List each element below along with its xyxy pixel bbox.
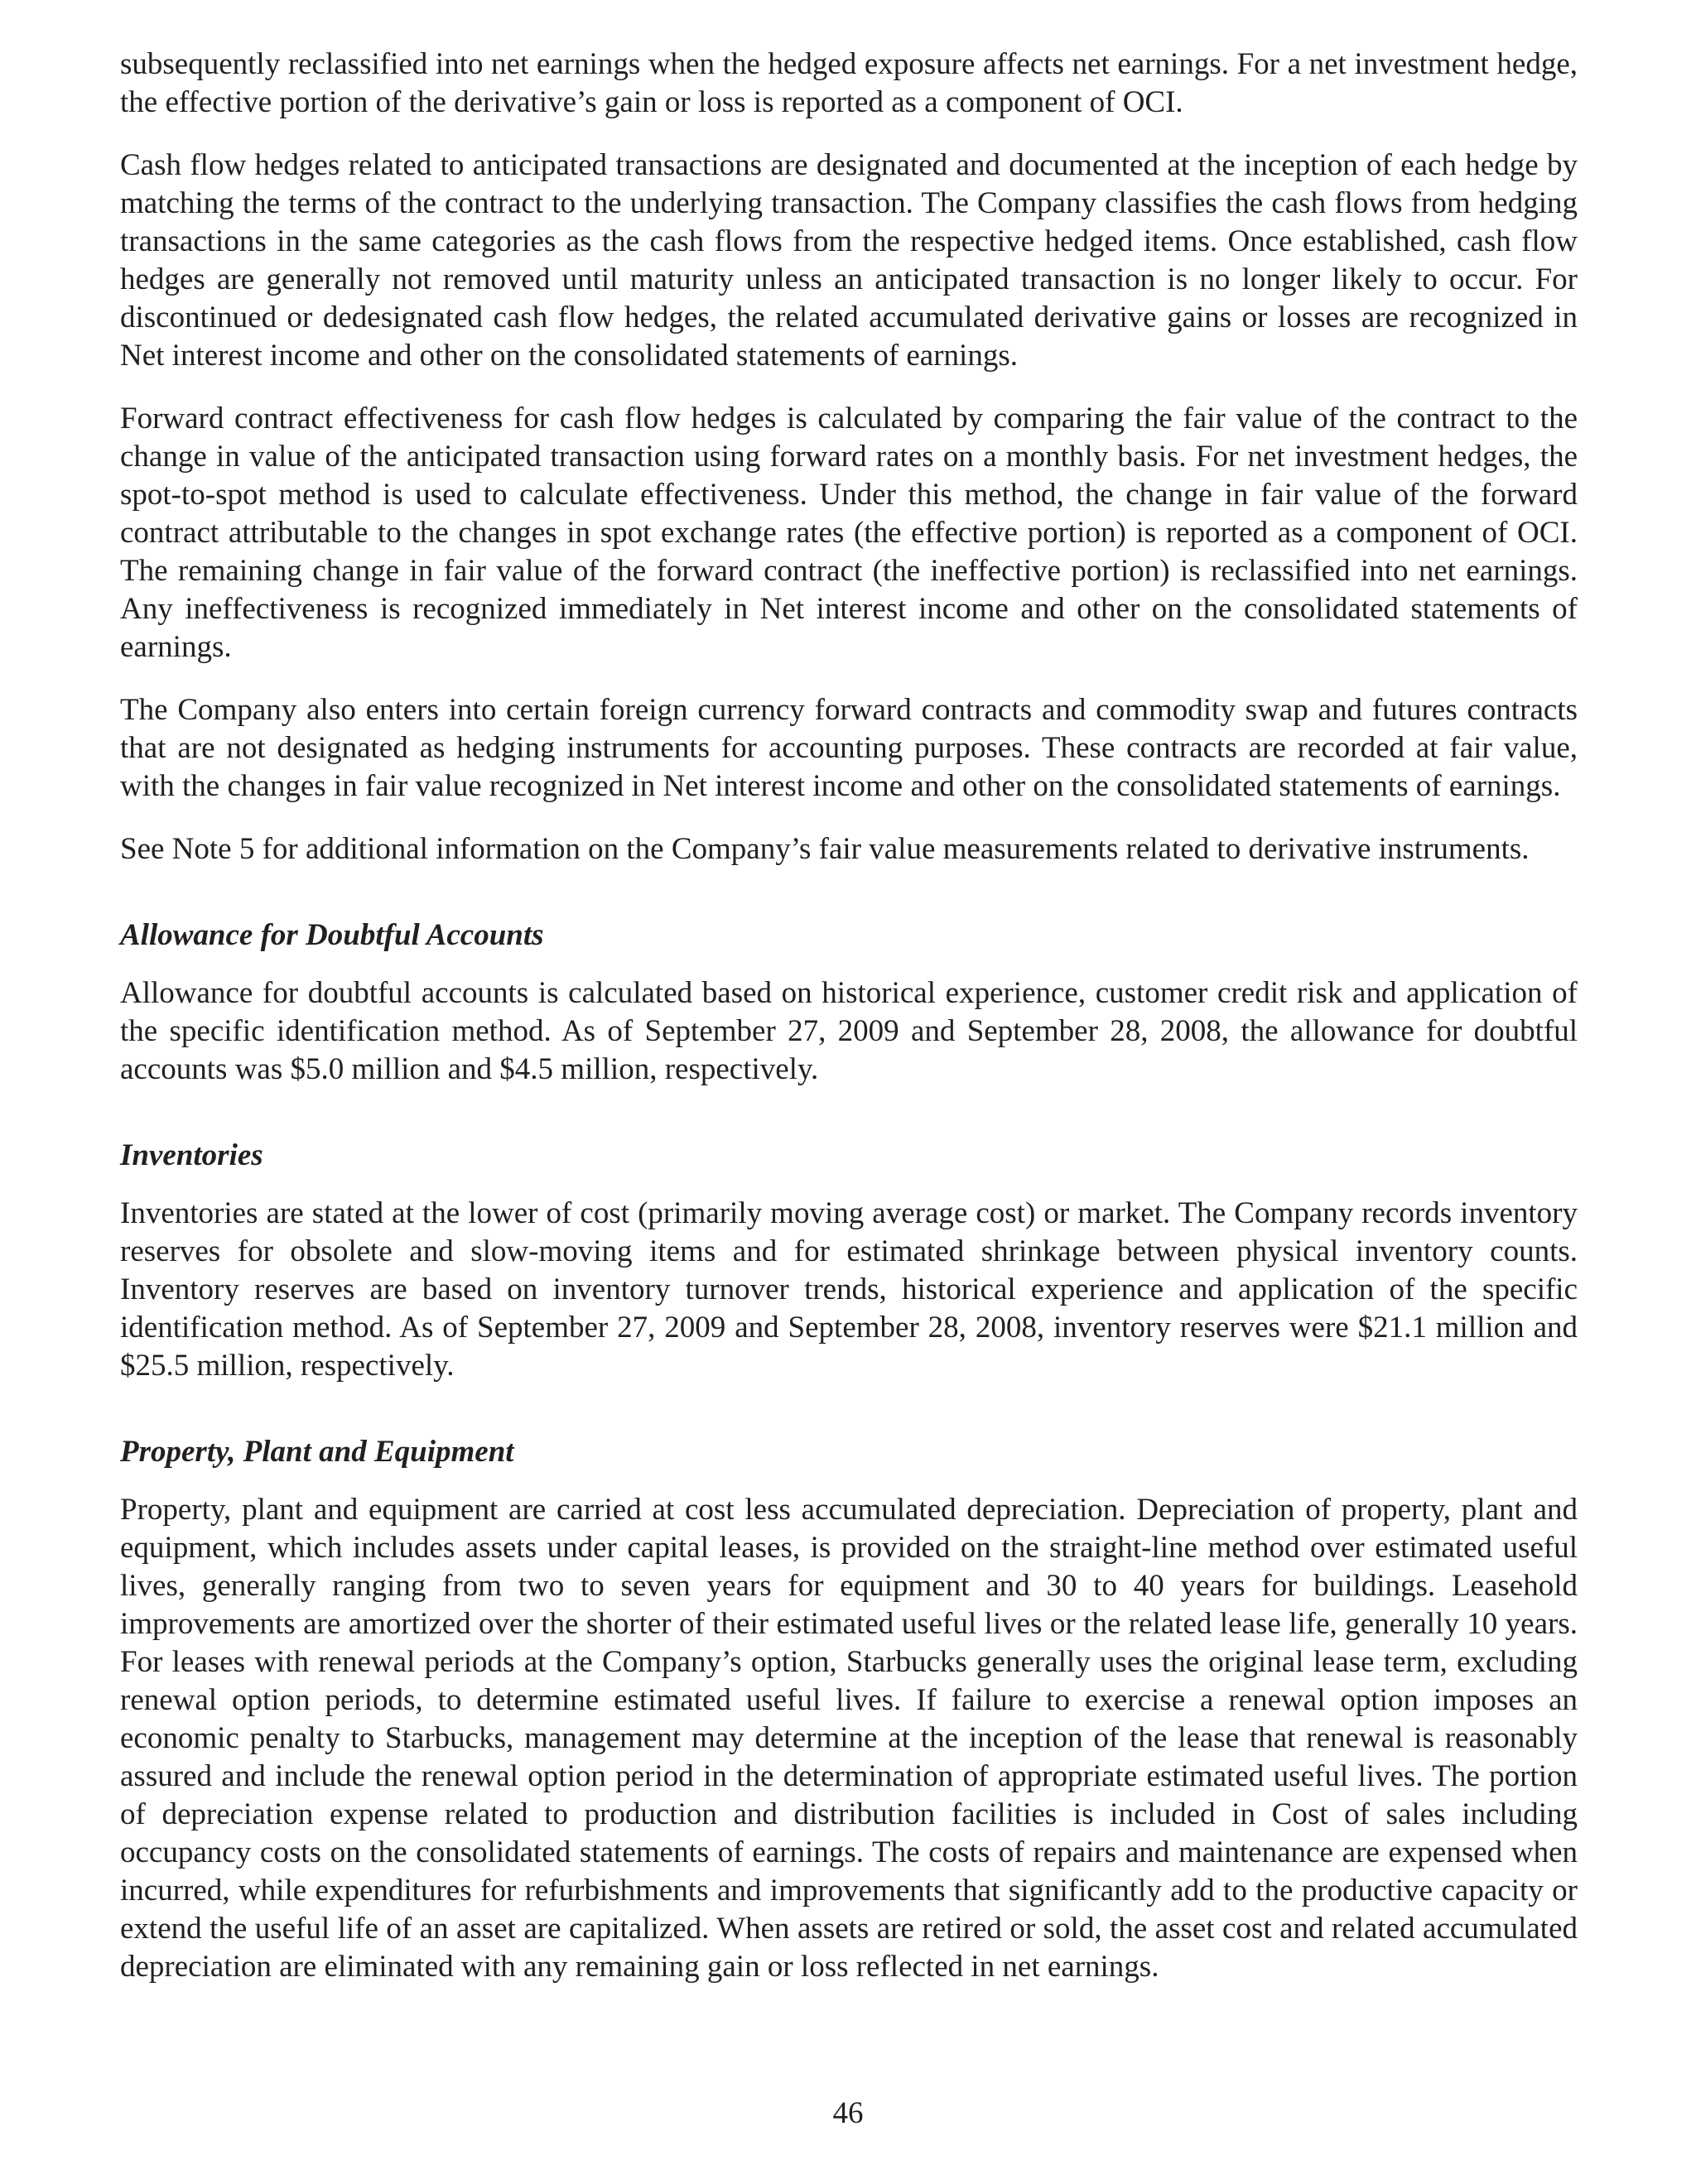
paragraph-allowance-doubtful-accounts: Allowance for doubtful accounts is calculated based on historical experience, customer credit risk and application of the specific identification method. As of September 27, 2009 and September 28, 2008, the allowance for doubtful accounts was $5.0 million and $4.5 million, respectively. bbox=[120, 976, 1578, 1086]
paragraph-inventories: Inventories are stated at the lower of cost (primarily moving average cost) or market. The Company records inventory reserves for obsolete and slow-moving items and for estimated shrinkage between physical inventory counts. Inventory reserves are based on inventory turnover trends, historical experience and application of the specific identification method. As of September 27, 2009 and September 28, 2008, inventory reserves were $21.1 million and $25.5 million, respectively. bbox=[120, 1196, 1578, 1383]
heading-inventories: Inventories bbox=[120, 1138, 263, 1172]
document-page bbox=[120, 46, 1578, 2011]
paragraph-non-designated-contracts: The Company also enters into certain foreign currency forward contracts and commodity swap and futures contracts that are not designated as hedging instruments for accounting purposes. These contracts are recorded at fair value, with the changes in fair value recognized in Net interest income and other on the consolidated statements of earnings. bbox=[120, 693, 1578, 803]
paragraph-cash-flow-hedges: Cash flow hedges related to anticipated transactions are designated and documented at the inception of each hedge by matching the terms of the contract to the underlying transaction. The Company classifies the cash flows from hedging transactions in the same categories as the cash flows from the respective hedged items. Once established, cash flow hedges are generally not removed until maturity unless an anticipated transaction is no longer likely to occur. For discontinued or dedesignated cash flow hedges, the related accumulated derivative gains or losses are recognized in Net interest income and other on the consolidated statements of earnings. bbox=[120, 148, 1578, 373]
paragraph-hedge-continuation: subsequently reclassified into net earnings when the hedged exposure affects net earnings. For a net investment hedge, the effective portion of the derivative’s gain or loss is reported as a component of OCI. bbox=[120, 47, 1578, 119]
paragraph-forward-contract-effectiveness: Forward contract effectiveness for cash flow hedges is calculated by comparing the fair value of the contract to the change in value of the anticipated transaction using forward rates on a monthly basis. For net investment hedges, the spot-to-spot method is used to calculate effectiveness. Under this method, the change in fair value of the forward contract attributable to the changes in spot exchange rates (the effective portion) is reported as a component of OCI. The remaining change in fair value of the forward contract (the ineffective portion) is reclassified into net earnings. Any ineffectiveness is recognized immediately in Net interest income and other on the consolidated statements of earnings. bbox=[120, 402, 1578, 664]
heading-allowance-doubtful-accounts: Allowance for Doubtful Accounts bbox=[120, 918, 544, 952]
paragraph-property-plant-equipment: Property, plant and equipment are carried at cost less accumulated depreciation. Depreciation of property, plant and equipment, which includes assets under capital leases, is provided on the straight-line method over estimated useful lives, generally ranging from two to seven years for equipment and 30 to 40 years for buildings. Leasehold improvements are amortized over the shorter of their estimated useful lives or the related lease life, generally 10 years. For leases with renewal periods at the Company’s option, Starbucks generally uses the original lease term, excluding renewal option periods, to determine estimated useful lives. If failure to exercise a renewal option imposes an economic penalty to Starbucks, management may determine at the inception of the lease that renewal is reasonably assured and include the renewal option period in the determination of appropriate estimated useful lives. The portion of depreciation expense related to production and distribution facilities is included in Cost of sales including occupancy costs on the consolidated statements of earnings. The costs of repairs and maintenance are expensed when incurred, while expenditures for refurbishments and improvements that significantly add to the productive capacity or extend the useful life of an asset are capitalized. When assets are retired or sold, the asset cost and related accumulated depreciation are eliminated with any remaining gain or loss reflected in net earnings. bbox=[120, 1493, 1578, 1984]
page-number: 46 bbox=[832, 2096, 864, 2130]
paragraph-see-note-5: See Note 5 for additional information on the Company’s fair value measurements related to derivative instruments. bbox=[120, 832, 1530, 866]
heading-property-plant-equipment: Property, Plant and Equipment bbox=[120, 1435, 514, 1469]
